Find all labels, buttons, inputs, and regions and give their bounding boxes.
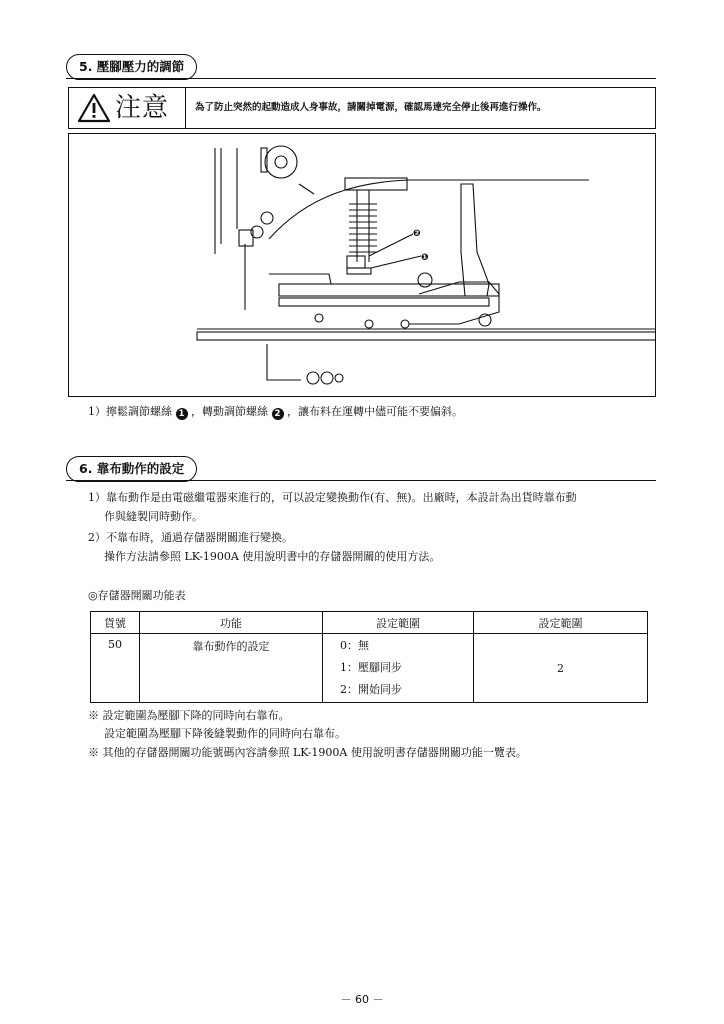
- note-1-line-2: 設定範圍為壓腳下降後縫製動作的同時向右靠布。: [104, 727, 346, 740]
- option-1: 1：壓腳同步: [340, 661, 402, 674]
- header-function: 功能: [140, 612, 323, 634]
- memory-switch-table: [90, 611, 648, 703]
- marker-2: ❷: [413, 229, 421, 239]
- section-5-step-1: 1）擰鬆調節螺絲 1 ，轉動調節螺絲 2 ，讓布料在運轉中儘可能不要偏斜。: [88, 405, 463, 419]
- table-row: [91, 634, 648, 703]
- section-5-title: 5. 壓腳壓力的調節: [66, 54, 197, 80]
- cell-no: 50: [91, 634, 140, 703]
- header-no: 貨號: [91, 612, 140, 634]
- section-5-header: [66, 54, 656, 80]
- sewing-machine-diagram: [69, 134, 655, 396]
- caution-box: [68, 87, 656, 129]
- section-6-title: 6. 靠布動作的設定: [66, 456, 197, 482]
- option-0: 0：無: [340, 639, 369, 652]
- note-1-line-1: ※ 設定範圍為壓腳下降的同時向右靠布。: [88, 709, 290, 722]
- page-number: － 60 －: [340, 993, 384, 1006]
- cell-default: 2: [474, 634, 648, 703]
- presser-foot-figure: [68, 133, 656, 397]
- cell-options: [323, 634, 474, 703]
- marker-1: ❶: [421, 253, 429, 263]
- badge-2: 2: [272, 408, 284, 420]
- section-divider: [66, 480, 656, 481]
- option-2: 2：開始同步: [340, 683, 402, 696]
- para-2-line-2: 操作方法請參照 LK-1900A 使用說明書中的存儲器開關的使用方法。: [104, 550, 441, 563]
- caution-mark: [69, 88, 186, 128]
- warning-triangle-icon: [77, 93, 111, 123]
- caution-text: 為了防止突然的起動造成人身事故，請關掉電源，確認馬達完全停止後再進行操作。: [195, 102, 547, 113]
- para-2-line-1: 2）不靠布時，通過存儲器開關進行變換。: [88, 531, 293, 544]
- note-2: ※ 其他的存儲器開關功能號碼內容請參照 LK-1900A 使用說明書存儲器開關功能一覽表。: [88, 746, 527, 759]
- badge-1: 1: [176, 408, 188, 420]
- cell-function: 靠布動作的設定: [140, 634, 323, 703]
- para-1-line-1: 1）靠布動作是由電磁繼電器來進行的，可以設定變換動作(有、無)。出廠時，本設計為出貨時靠布動: [88, 491, 577, 504]
- header-default: 設定範圍: [474, 612, 648, 634]
- para-1-line-2: 作與縫製同時動作。: [104, 510, 203, 523]
- header-range: 設定範圍: [323, 612, 474, 634]
- section-6-header: [66, 456, 656, 482]
- table-caption: ◎存儲器開關功能表: [88, 589, 186, 602]
- section-divider: [66, 78, 656, 79]
- table-header-row: [91, 612, 648, 634]
- caution-label: 注意: [115, 93, 170, 123]
